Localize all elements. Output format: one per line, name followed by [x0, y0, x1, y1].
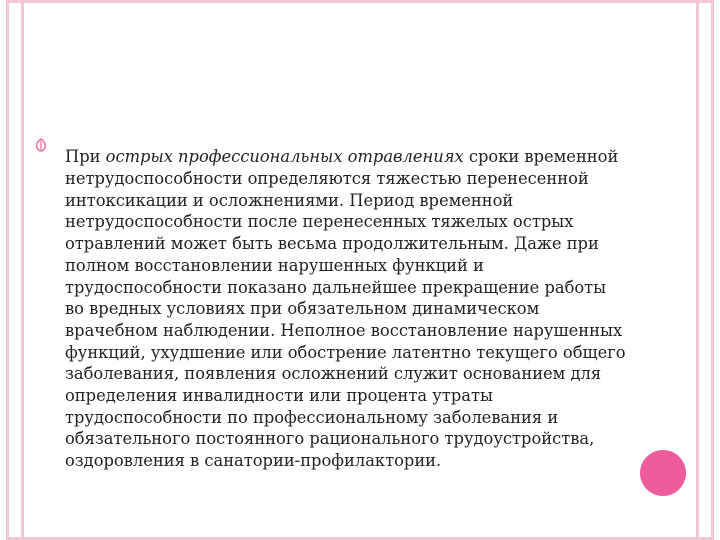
frame-right-outer [711, 0, 714, 540]
frame-top [6, 0, 714, 3]
paragraph-emphasis: острых профессиональных отравлениях [105, 147, 464, 167]
bullet-icon [34, 138, 48, 152]
frame-left-inner [21, 0, 24, 540]
frame-right-inner [696, 0, 699, 540]
slide-content [30, 130, 630, 488]
decorative-pink-circle [640, 450, 686, 496]
slide-paragraph [65, 146, 630, 472]
frame-left-outer [6, 0, 9, 540]
paragraph-body: сроки временной нетрудоспособности определяются тяжестью перенесенной интоксикации и осложнениями. Период временной нетрудоспособности после перенесенных тяжелых острых отравлений может быть весьма продолжительным. Даже при полном восстановлении нарушенных функций и трудоспособности показано дальнейшее прекращение работы во вредных условиях при обязательном динамическом врачебном наблюдении. Неполное восстановление нарушенных функций, ухудшение или обострение латентно текущего общего заболевания, появления осложнений служит основанием для определения инвалидности или процента утраты трудоспособности по профессиональному заболевания и обязательного постоянного рационального трудоустройства, оздоровления в санатории-профилактории. [65, 147, 626, 471]
paragraph-intro: При [65, 147, 106, 167]
